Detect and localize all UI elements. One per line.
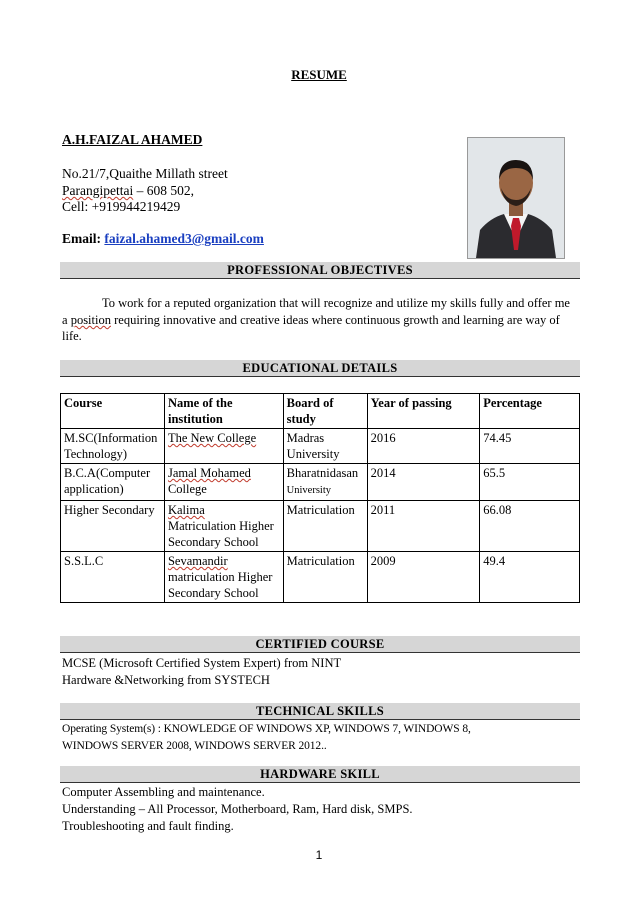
course-cell: Higher Secondary xyxy=(61,501,165,552)
address-line-1: No.21/7,Quaithe Millath street xyxy=(62,166,228,181)
education-heading: EDUCATIONAL DETAILS xyxy=(60,360,580,377)
certified-item: MCSE (Microsoft Certified System Expert) from NINT xyxy=(62,656,342,670)
email-line xyxy=(62,231,264,247)
email-label: Email: xyxy=(62,231,105,246)
resume-title: RESUME xyxy=(291,67,347,82)
objectives-line-2-end: requiring innovative and creative ideas where continuous growth and learning are way of xyxy=(110,313,560,327)
institution-cell xyxy=(164,464,283,501)
institution-cell xyxy=(164,501,283,552)
board-cell xyxy=(283,464,367,501)
institution-name: Jamal Mohamed xyxy=(167,466,251,480)
header-course: Course xyxy=(61,394,165,429)
institution-name-rest: Matriculation Higher Secondary School xyxy=(167,519,274,549)
candidate-name: A.H.FAIZAL AHAMED xyxy=(62,132,203,147)
objectives-line-2 xyxy=(62,312,576,329)
table-row xyxy=(61,429,580,464)
hardware-heading: HARDWARE SKILL xyxy=(60,766,580,783)
board-cell: Matriculation xyxy=(283,501,367,552)
course-cell: S.S.L.C xyxy=(61,552,165,603)
technical-heading: TECHNICAL SKILLS xyxy=(60,703,580,720)
technical-line-2: WINDOWS SERVER 2008, WINDOWS SERVER 2012.. xyxy=(62,740,327,752)
page-number: 1 xyxy=(315,848,323,862)
header-year: Year of passing xyxy=(367,394,480,429)
address-line-2 xyxy=(62,183,194,199)
percentage-cell: 66.08 xyxy=(480,501,580,552)
email-link[interactable]: faizal.ahamed3@gmail.com xyxy=(104,231,264,246)
hardware-item: Computer Assembling and maintenance. xyxy=(62,785,265,799)
institution-name: Kalima xyxy=(167,503,205,517)
address-pin: – 608 502, xyxy=(133,183,194,198)
percentage-cell: 65.5 xyxy=(480,464,580,501)
board-name-rest: University xyxy=(286,485,331,496)
header-institution: Name of the institution xyxy=(164,394,283,429)
year-cell: 2014 xyxy=(367,464,480,501)
header-percentage: Percentage xyxy=(480,394,580,429)
objectives-line-1: To work for a reputed organization that will recognize and utilize my skills fully and offer me xyxy=(102,296,570,310)
board-cell: Matriculation xyxy=(283,552,367,603)
objectives-line-3: life. xyxy=(62,329,82,343)
institution-cell xyxy=(164,429,283,464)
course-cell: B.C.A(Computer application) xyxy=(61,464,165,501)
institution-name: The New College xyxy=(167,431,257,445)
certified-heading: CERTIFIED COURSE xyxy=(60,636,580,653)
institution-name-rest: matriculation Higher Secondary School xyxy=(167,570,273,600)
institution-name: Sevamandir xyxy=(167,554,228,568)
board-cell: Madras University xyxy=(283,429,367,464)
table-row xyxy=(61,501,580,552)
profile-photo xyxy=(467,137,565,259)
percentage-cell: 74.45 xyxy=(480,429,580,464)
percentage-cell: 49.4 xyxy=(480,552,580,603)
year-cell: 2016 xyxy=(367,429,480,464)
certified-item: Hardware &Networking from SYSTECH xyxy=(62,673,270,687)
institution-cell xyxy=(164,552,283,603)
institution-name-rest: College xyxy=(167,482,207,496)
hardware-item: Understanding – All Processor, Motherboard, Ram, Hard disk, SMPS. xyxy=(62,802,413,816)
cell-number: Cell: +919944219429 xyxy=(62,199,181,214)
profile-photo-image xyxy=(468,138,564,258)
education-table xyxy=(60,393,580,603)
board-name: Bharatnidasan xyxy=(286,466,359,480)
objectives-heading: PROFESSIONAL OBJECTIVES xyxy=(60,262,580,279)
course-cell: M.SC(Information Technology) xyxy=(61,429,165,464)
year-cell: 2011 xyxy=(367,501,480,552)
address-place: Parangipettai xyxy=(62,183,134,198)
table-row xyxy=(61,552,580,603)
education-header-row xyxy=(61,394,580,429)
technical-line-1: Operating System(s) : KNOWLEDGE OF WINDOWS XP, WINDOWS 7, WINDOWS 8, xyxy=(62,723,471,735)
objectives-line-2-start: a xyxy=(62,313,71,327)
hardware-item: Troubleshooting and fault finding. xyxy=(62,819,234,833)
objectives-position-word: position xyxy=(70,313,111,327)
year-cell: 2009 xyxy=(367,552,480,603)
header-board: Board of study xyxy=(283,394,367,429)
table-row xyxy=(61,464,580,501)
